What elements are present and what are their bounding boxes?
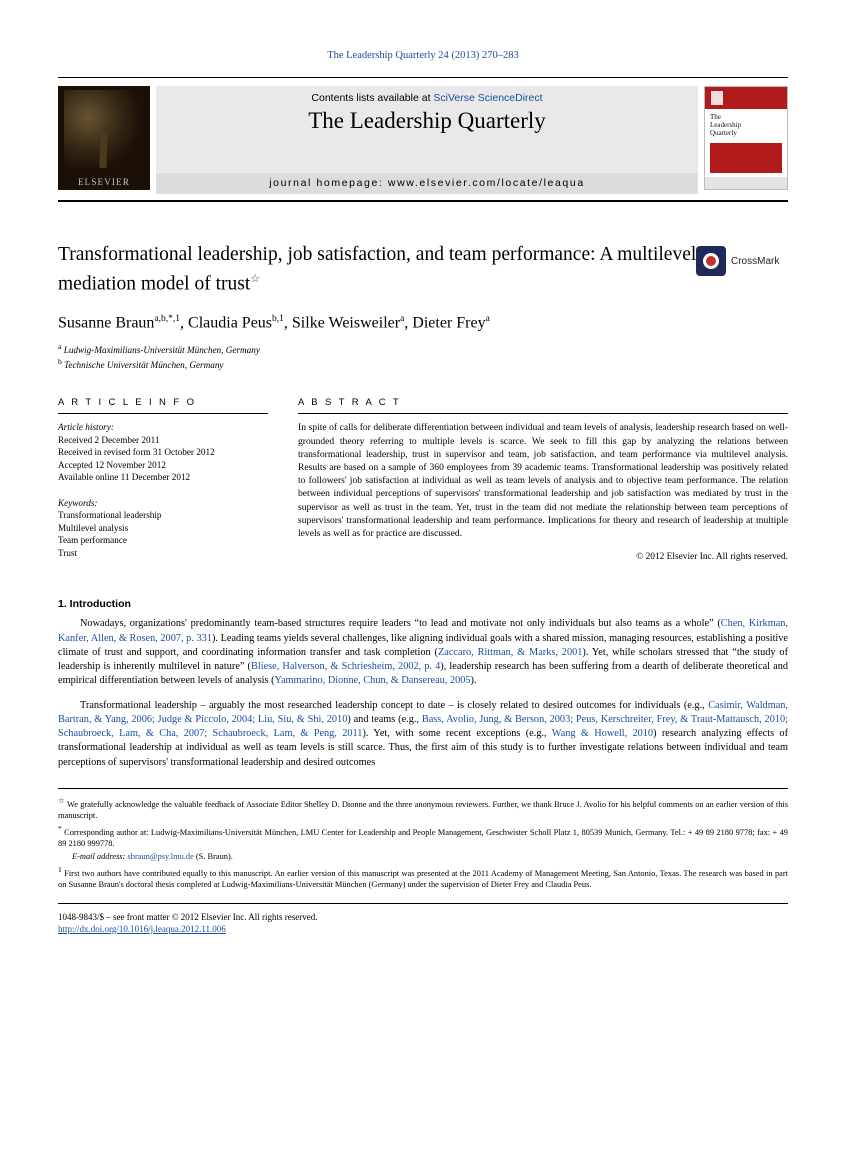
affiliation-marker: b: [58, 357, 62, 367]
info-and-abstract: [58, 397, 788, 572]
keyword-item: Multilevel analysis: [58, 522, 129, 533]
masthead-divider: [58, 200, 788, 202]
footnote-block: [58, 788, 788, 891]
keywords-label: Keywords:: [58, 497, 98, 508]
doi-link[interactable]: http://dx.doi.org/10.1016/j.leaqua.2012.11.006: [58, 923, 226, 934]
footnote-text: Corresponding author at: Ludwig-Maximilians-Universität München, LMU Center for Leadership and People Management, Geschwister Scholl Platz 1, 80539 Munich, Germany. Tel.: + 49 89 2180 9778; fax: + 49 89 2180 999778.: [58, 827, 788, 848]
history-item: Accepted 12 November 2012: [58, 459, 166, 470]
citation-link[interactable]: Casimir, Waldman, Bartran, & Yang, 2006; Judge & Piccolo, 2004; Liu, Siu, & Shi, 2010: [58, 699, 789, 725]
author-name[interactable]: Claudia Peus: [188, 314, 273, 332]
crossmark-badge[interactable]: [696, 244, 788, 278]
citation-link[interactable]: Bass, Avolio, Jung, & Berson, 2003; Peus, Kerschreiter, Frey, & Traut-Mattausch, 2010; Schaubroeck, Lam, & Cha, 2007; Schaubroeck, Lam, & Peng, 2011: [58, 713, 789, 740]
issn-copyright-line: 1048-9843/$ – see front matter © 2012 Elsevier Inc. All rights reserved.: [58, 911, 318, 922]
affiliation-text: Ludwig-Maximilians-Universität München, Germany: [63, 345, 260, 356]
body-paragraph: Transformational leadership – arguably the most researched leadership concept to date – is closely related to desired outcomes for individuals (e.g., Casimir, Waldman, Bartran, & Yang, 2006; Judge & Piccolo, 2004; Liu, Siu, & Shi, 2010) and teams (e.g., Bass, Avolio, Jung, & Berson, 2003; Peus, Kerschreiter, Frey, & Traut-Mattausch, 2010; Schaubroeck, Lam, & Cha, 2007; Schaubroeck, Lam, & Peng, 2011). Yet, with some recent exceptions (e.g., Wang & Howell, 2010) research analyzing effects of transformational leadership at individual as well as team levels is still scarce. Thus, the first aim of this study is to further investigate relations between individual and team perceptions of supervisors' transformational leadership and desired outcomes: [58, 699, 789, 768]
history-item: Received 2 December 2011: [58, 434, 160, 445]
crossmark-icon: [696, 246, 726, 276]
citation-link[interactable]: Wang & Howell, 2010: [551, 728, 654, 740]
footnote-text: We gratefully acknowledge the valuable feedback of Associate Editor Shelley D. Dionne and the three anonymous reviewers. Further, we thank Bruce J. Avolio for his helpful comments on an earlier version of this manuscript.: [58, 799, 788, 820]
cover-header-band: [705, 87, 787, 109]
affiliation-text: Technische Universität München, Germany: [64, 360, 224, 371]
abstract-column: [298, 397, 788, 572]
article-title-text: Transformational leadership, job satisfaction, and team performance: A multilevel mediation model of trust: [58, 244, 697, 295]
author-list: Susanne Braun$^{a,b,*,1}$, Claudia Peus$^{b,1}$, Silke Weisweiler$^a$, Dieter Frey$^a$: [58, 314, 490, 332]
elsevier-logo: [58, 86, 150, 190]
email-suffix: (S. Braun).: [195, 852, 233, 862]
page-title: [58, 242, 708, 297]
footnote-marker: 1: [58, 865, 62, 875]
author-affil-marker: a: [400, 314, 405, 324]
cover-footer-band: [705, 177, 787, 189]
affiliation-item: [58, 356, 788, 371]
contents-prefix: Contents lists available at: [311, 92, 431, 104]
citation-link[interactable]: Chen, Kirkman, Kanfer, Allen, & Rosen, 2007, p. 331: [58, 618, 789, 644]
keyword-item: Team performance: [58, 535, 127, 546]
article-info-body: [58, 414, 268, 559]
masthead-center: [156, 86, 698, 194]
journal-homepage-bar[interactable]: journal homepage: www.elsevier.com/locate/leaqua: [156, 173, 698, 194]
article-info-column: [58, 397, 268, 572]
citation-link[interactable]: Yammarino, Dionne, Chun, & Dansereau, 2005: [274, 675, 471, 687]
article-info-heading: A R T I C L E I N F O: [58, 397, 197, 409]
cover-art-block: [710, 143, 782, 173]
page-footer: [58, 903, 788, 935]
author-affil-marker: b,1: [272, 314, 284, 324]
footnote-marker: ☆: [58, 795, 65, 805]
contents-available-line: [156, 92, 698, 104]
journal-masthead: [58, 77, 788, 194]
body-paragraph: Nowadays, organizations' predominantly team-based structures require leaders “to lead and motivate not only individuals but also teams as a whole” (Chen, Kirkman, Kanfer, Allen, & Rosen, 2007, p. 331). Leading teams yields several challenges, like aligning individual goals with a shared mission, managing resources, establishing a positive climate of trust and support, and coordinating information transfer and task completion (Zaccaro, Rittman, & Marks, 2001). Yet, while scholars stressed that “the study of leadership is inherently multilevel in nature” (Bliese, Halverson, & Schriesheim, 2002, p. 4), leadership research has been suffering from a dearth of deliberate theoretical and empirical differentiation between levels of analysis (Yammarino, Dionne, Chun, & Dansereau, 2005).: [58, 618, 789, 687]
footnote-item: [58, 864, 788, 890]
author-email-link[interactable]: sbraun@psy.lmu.de: [127, 852, 194, 862]
abstract-text: In spite of calls for deliberate differentiation between individual and team levels of analysis, leadership research based on well-grounded theory referring to multiple levels is scarce. We seek to fill this gap by analyzing the relations between transformational leadership, trust in supervisor and team, job satisfaction, and team performance via multilevel analysis. Results are based on a sample of 360 employees from 39 academic teams. Transformational leadership was positively related to followers' job satisfaction at individual as well as team levels of analysis and to objective team performance. The relation between individual perceptions of supervisors' transformational leadership and job satisfaction was mediated by trust in the supervisor as well as trust in the team. Yet, trust in the team did not mediate the relationship between team perceptions of supervisors' transformational leadership and team performance. Implications for theory and research of leadership at multiple levels as well as for practice are discussed.: [298, 422, 788, 540]
history-item: Available online 11 December 2012: [58, 472, 191, 483]
author-affil-marker: a: [485, 314, 490, 324]
citation-link[interactable]: Bliese, Halverson, & Schriesheim, 2002, p. 4: [250, 661, 441, 673]
affiliation-marker: a: [58, 342, 62, 352]
history-item: Received in revised form 31 October 2012: [58, 447, 215, 458]
keyword-item: Transformational leadership: [58, 510, 162, 521]
article-history-label: Article history:: [58, 422, 114, 433]
elsevier-wordmark: ELSEVIER: [77, 177, 131, 187]
email-label: E-mail address:: [72, 852, 126, 862]
affiliation-item: [58, 341, 788, 356]
author-name[interactable]: Silke Weisweiler: [291, 314, 401, 332]
cover-title-text: The Leadership Quarterly: [710, 113, 742, 137]
footnote-marker: *: [58, 823, 62, 833]
crossmark-label: CrossMark: [731, 255, 780, 267]
footnote-item: [58, 823, 788, 849]
footnote-item: [58, 795, 788, 821]
author-name[interactable]: Susanne Braun: [58, 314, 155, 332]
footnote-text: First two authors have contributed equally to this manuscript. An earlier version of this manuscript was presented at the 2011 Academy of Management Meeting, San Antonio, Texas. The research was based in part on Susanne Braun's doctoral thesis completed at Ludwig-Maximilians-Universität München (Germany) under the supervision of Dieter Frey and Claudia Peus.: [58, 869, 789, 890]
title-block: [58, 242, 788, 300]
author-name[interactable]: Dieter Frey: [412, 314, 486, 332]
citation-link[interactable]: Zaccaro, Rittman, & Marks, 2001: [438, 646, 583, 658]
title-footnote-marker: ☆: [250, 273, 261, 285]
section-heading-introduction: 1. Introduction: [58, 598, 131, 611]
keywords-group: [58, 497, 268, 560]
journal-cover-thumbnail: [704, 86, 788, 190]
journal-title: The Leadership Quarterly: [308, 108, 546, 133]
author-affil-marker: a,b,*,1: [154, 314, 181, 324]
running-head: The Leadership Quarterly 24 (2013) 270–283: [327, 50, 519, 61]
footnote-email-item: [58, 851, 788, 862]
footer-divider: [58, 903, 788, 904]
keyword-item: Trust: [58, 547, 78, 558]
article-history-group: [58, 421, 268, 484]
abstract-heading: A B S T R A C T: [298, 397, 402, 409]
sciencedirect-link[interactable]: SciVerse ScienceDirect: [433, 92, 543, 104]
abstract-copyright: © 2012 Elsevier Inc. All rights reserved.: [636, 552, 788, 563]
affiliation-list: [58, 341, 788, 371]
